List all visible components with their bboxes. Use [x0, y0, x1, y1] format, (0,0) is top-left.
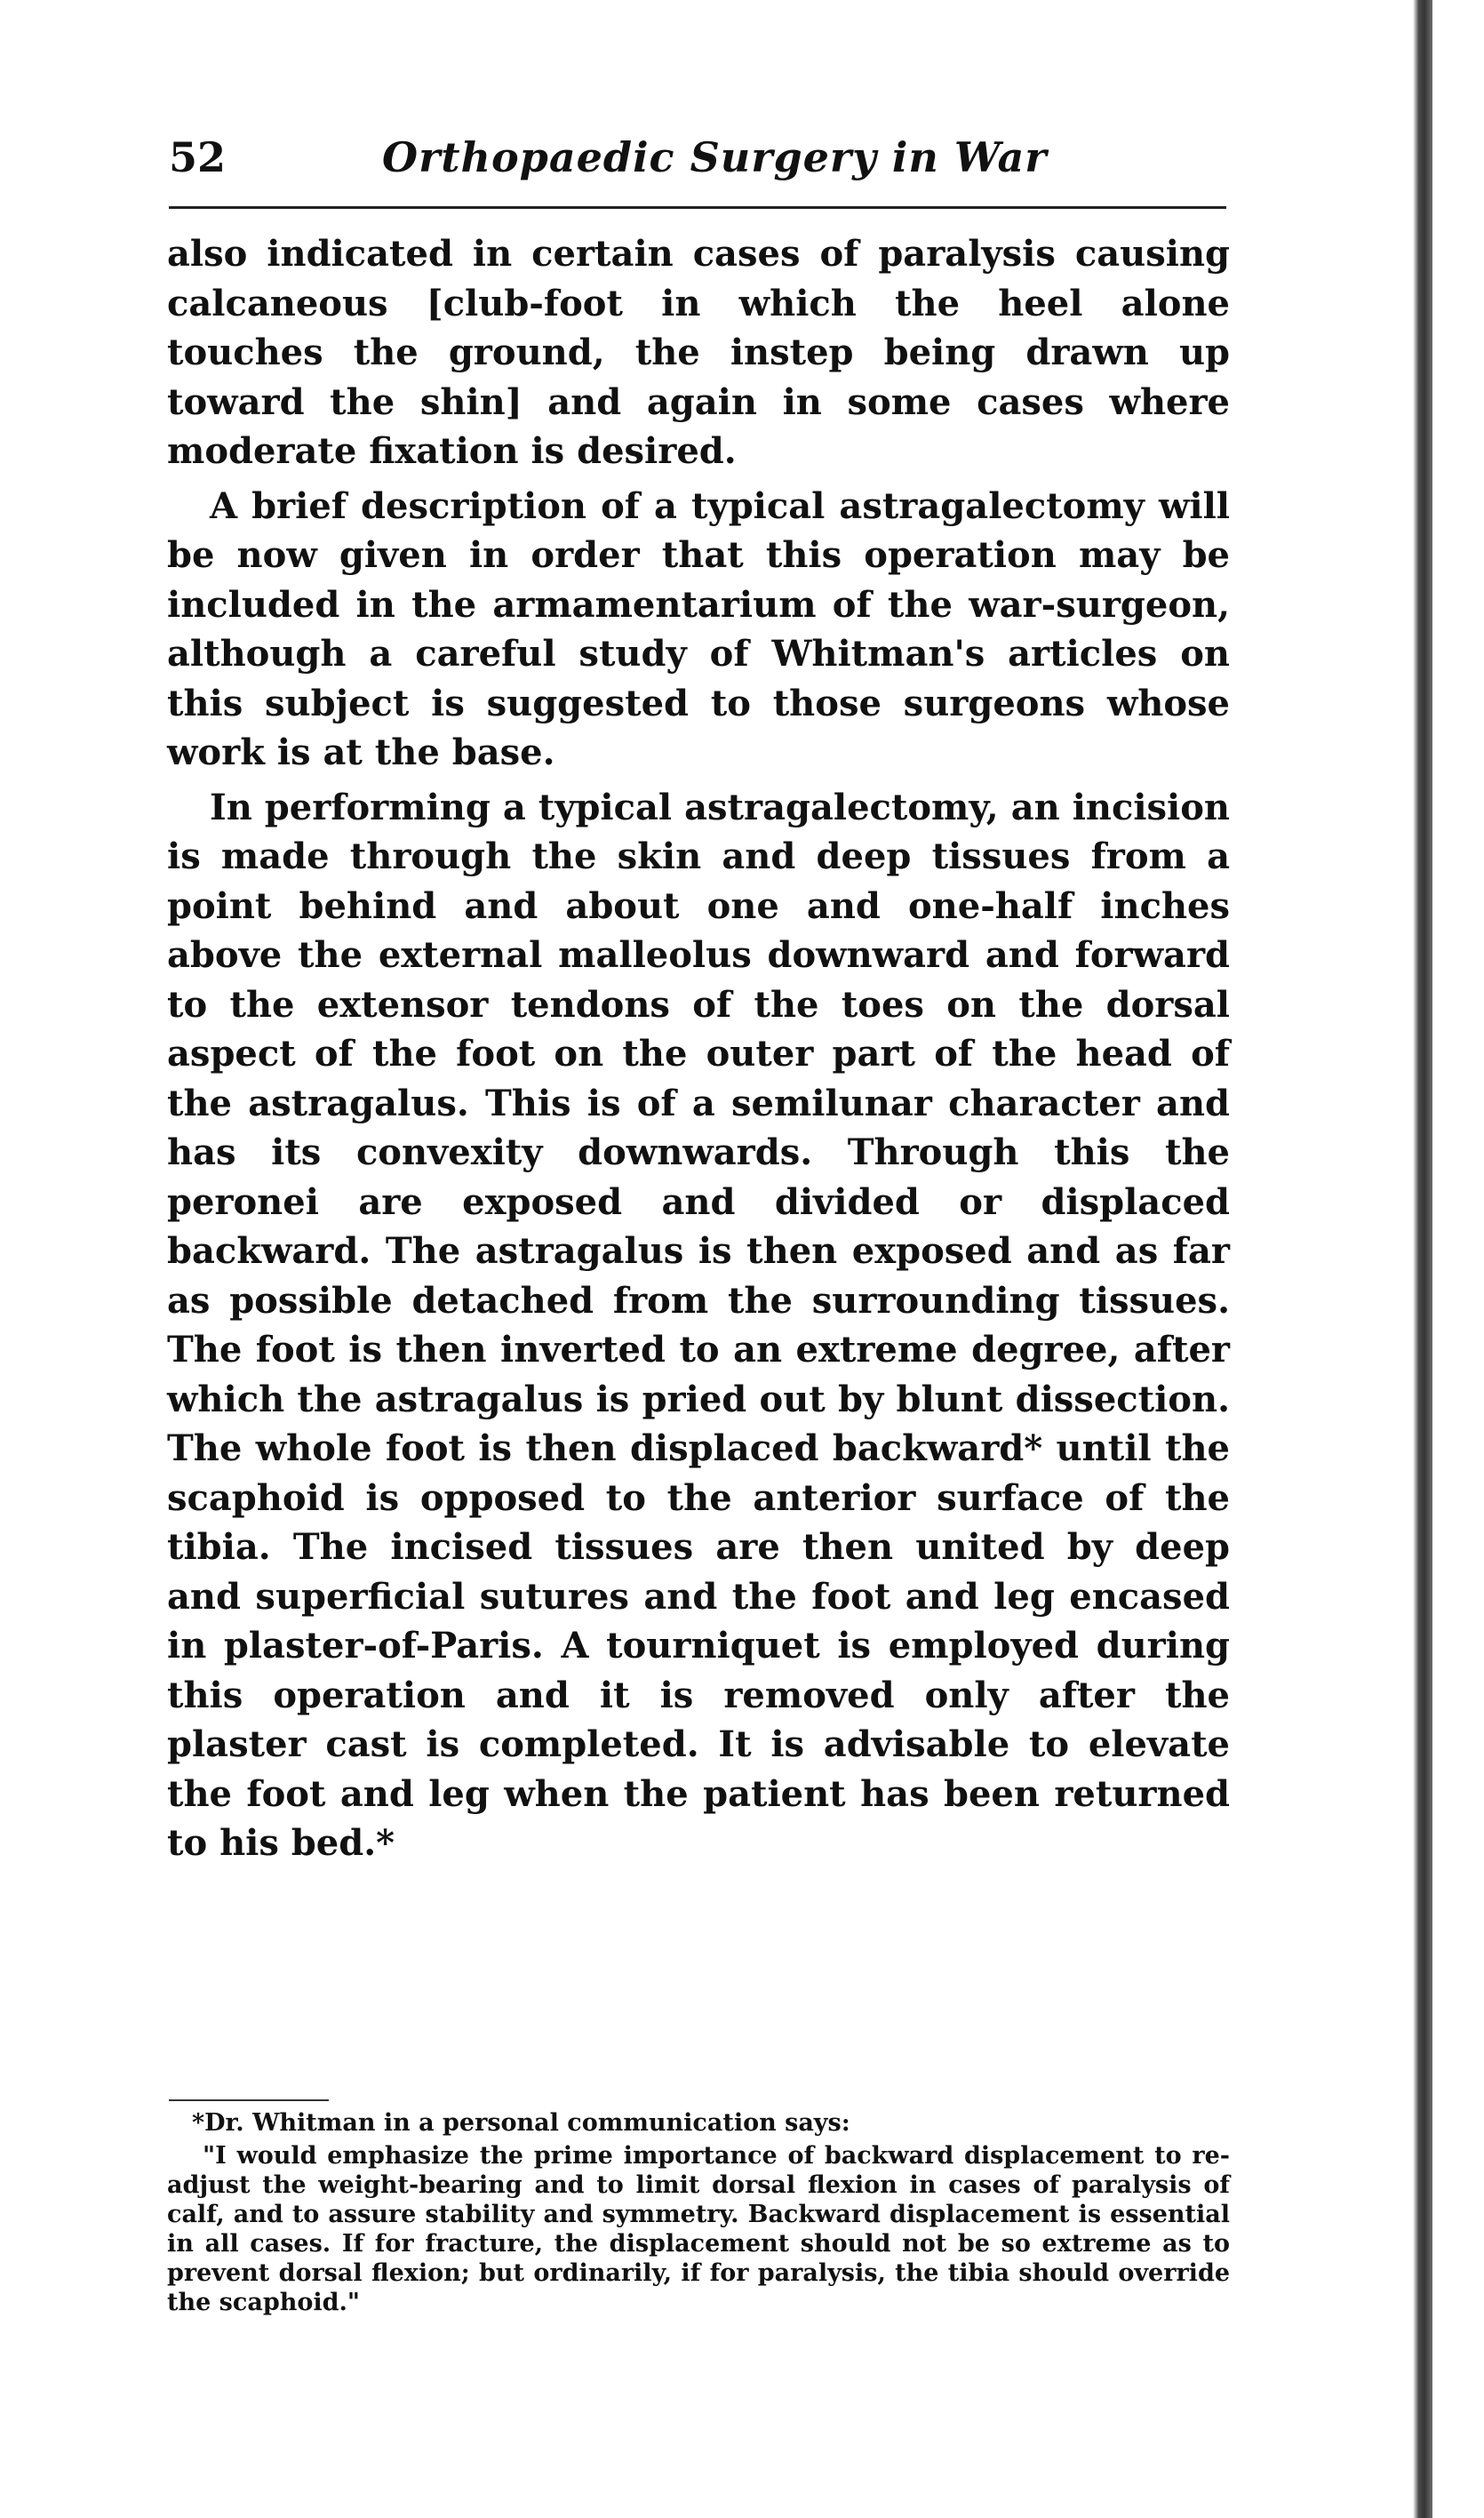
page-number: 52 — [169, 133, 227, 181]
paragraph-2: A brief description of a typical astragalectomy will be now given in order that this operation may be included in the armamentarium of the war-surgeon, although a careful study of Whitman's articles on this subject is suggested to those surgeons whose work is at the base. — [167, 484, 1230, 773]
paragraph-3: In performing a typical astragalectomy, an incision is made through the skin and deep tissues from a point behind and about one and one-half inches above the external malleolus downward and forward to the extensor tendons of the toes on the dorsal aspect of the foot on the outer part of the head of the astragalus. This is of a semilunar character and has its convexity downwards. Through this the peronei are exposed and divided or displaced backward. The astragalus is then exposed and as far as possible detached from the surrounding tissues. The foot is then inverted to an extreme degree, after which the astragalus is pried out by blunt dissection. The whole foot is then displaced backward* until the scaphoid is opposed to the anterior surface of the tibia. The incised tissues are then united by deep and superficial sutures and the foot and leg encased in plaster-of-Paris. A tourniquet is employed during this operation and it is removed only after the plaster cast is completed. It is advisable to elevate the foot and leg when the patient has been returned to his bed.* — [167, 786, 1230, 1864]
paragraph-1: also indicated in certain cases of paralysis causing calcaneous [club-foot in which the heel alone touches the ground, the instep being drawn up toward the shin] and again in some cases where moderate fixation is desired. — [167, 233, 1230, 472]
running-title: Orthopaedic Surgery in War — [382, 133, 1048, 181]
page-header — [169, 133, 1226, 196]
footnote-rule — [169, 2099, 329, 2101]
header-rule — [169, 206, 1226, 209]
footnotes — [167, 2108, 1230, 2321]
footnote-quote: "I would emphasize the prime importance of backward displacement to re-adjust the weight-bearing and to limit dorsal flexion in cases of paralysis of calf, and to assure stability and symmetry. Backward displacement is essential in all cases. If for fracture, the displacement should not be so extreme as to prevent dorsal flexion; but ordinarily, if for paralysis, the tibia should override the scaphoid." — [167, 2142, 1230, 2316]
footnote-lead: *Dr. Whitman in a personal communication says: — [192, 2109, 850, 2137]
binding-edge — [1413, 0, 1432, 2518]
body-text — [167, 229, 1230, 1874]
